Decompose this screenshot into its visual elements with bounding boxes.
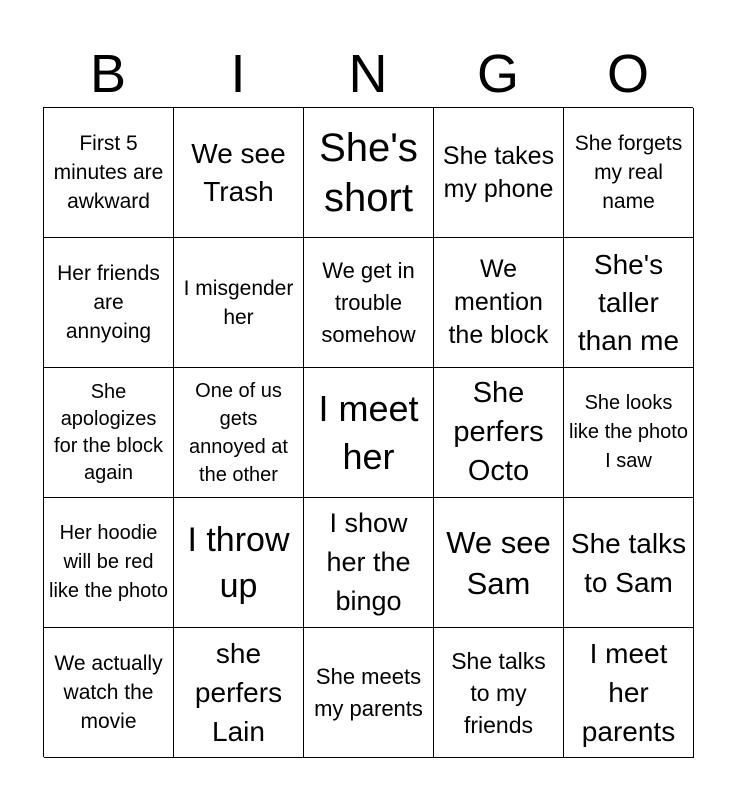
bingo-cell-3-2 [174, 368, 304, 498]
bingo-cell-4-1 [44, 498, 174, 628]
cell-text: She talks to my friends [451, 647, 546, 738]
cell-text: We mention the block [448, 255, 549, 349]
bingo-cell-2-1 [44, 238, 174, 368]
cell-text: I meet her [318, 387, 419, 477]
header-letter-i: I [230, 44, 246, 104]
cell-text: She forgets my real name [574, 132, 683, 213]
cell-text: I show her the bingo [326, 508, 411, 616]
header-letter-b: B [89, 44, 127, 104]
cell-text: she perfers Lain [194, 638, 283, 747]
cell-text: She meets my parents [314, 663, 423, 721]
header-letter-o: O [606, 44, 649, 104]
bingo-cell-1-2 [174, 108, 304, 238]
bingo-grid [43, 107, 693, 757]
cell-text: She talks to Sam [570, 527, 687, 598]
cell-text: She's taller than me [577, 248, 680, 356]
bingo-cell-2-2 [174, 238, 304, 368]
cell-text: I misgender her [183, 276, 294, 329]
bingo-cell-1-3 [304, 108, 434, 238]
bingo-cell-5-1 [44, 628, 174, 758]
bingo-cell-5-3 [304, 628, 434, 758]
cell-text: She's short [319, 125, 418, 220]
cell-text: She apologizes for the block again [54, 380, 163, 484]
cell-text: Her hoodie will be red like the photo [49, 522, 168, 602]
bingo-cell-2-4 [434, 238, 564, 368]
bingo-cell-2-5 [564, 238, 694, 368]
header-letter-g: G [476, 44, 519, 104]
bingo-cell-4-4 [434, 498, 564, 628]
bingo-cell-3-4 [434, 368, 564, 498]
header-letter-n: N [348, 44, 388, 104]
bingo-cell-5-5 [564, 628, 694, 758]
bingo-cell-2-3 [304, 238, 434, 368]
cell-text: One of us gets annoyed at the other [189, 379, 288, 486]
bingo-cell-3-5 [564, 368, 694, 498]
cell-text: She perfers Octo [453, 377, 544, 487]
cell-text: We see Trash [191, 137, 286, 207]
bingo-cell-3-3 [304, 368, 434, 498]
bingo-cell-3-1 [44, 368, 174, 498]
cell-text: She takes my phone [442, 141, 555, 203]
cell-text: I throw up [187, 520, 290, 605]
cell-text: We actually watch the movie [54, 652, 163, 733]
cell-text: We see Sam [446, 524, 551, 601]
bingo-cell-1-5 [564, 108, 694, 238]
cell-text: I meet her parents [581, 638, 676, 747]
bingo-cell-4-5 [564, 498, 694, 628]
cell-text: She looks like the photo I saw [569, 392, 688, 472]
bingo-cell-4-3 [304, 498, 434, 628]
bingo-header [43, 40, 693, 108]
cell-text: First 5 minutes are awkward [53, 132, 164, 213]
bingo-cell-5-2 [174, 628, 304, 758]
cell-text: We get in trouble somehow [321, 257, 416, 347]
bingo-cell-1-4 [434, 108, 564, 238]
bingo-cell-4-2 [174, 498, 304, 628]
bingo-cell-5-4 [434, 628, 564, 758]
cell-text: Her friends are annyoing [57, 262, 160, 343]
bingo-cell-1-1 [44, 108, 174, 238]
